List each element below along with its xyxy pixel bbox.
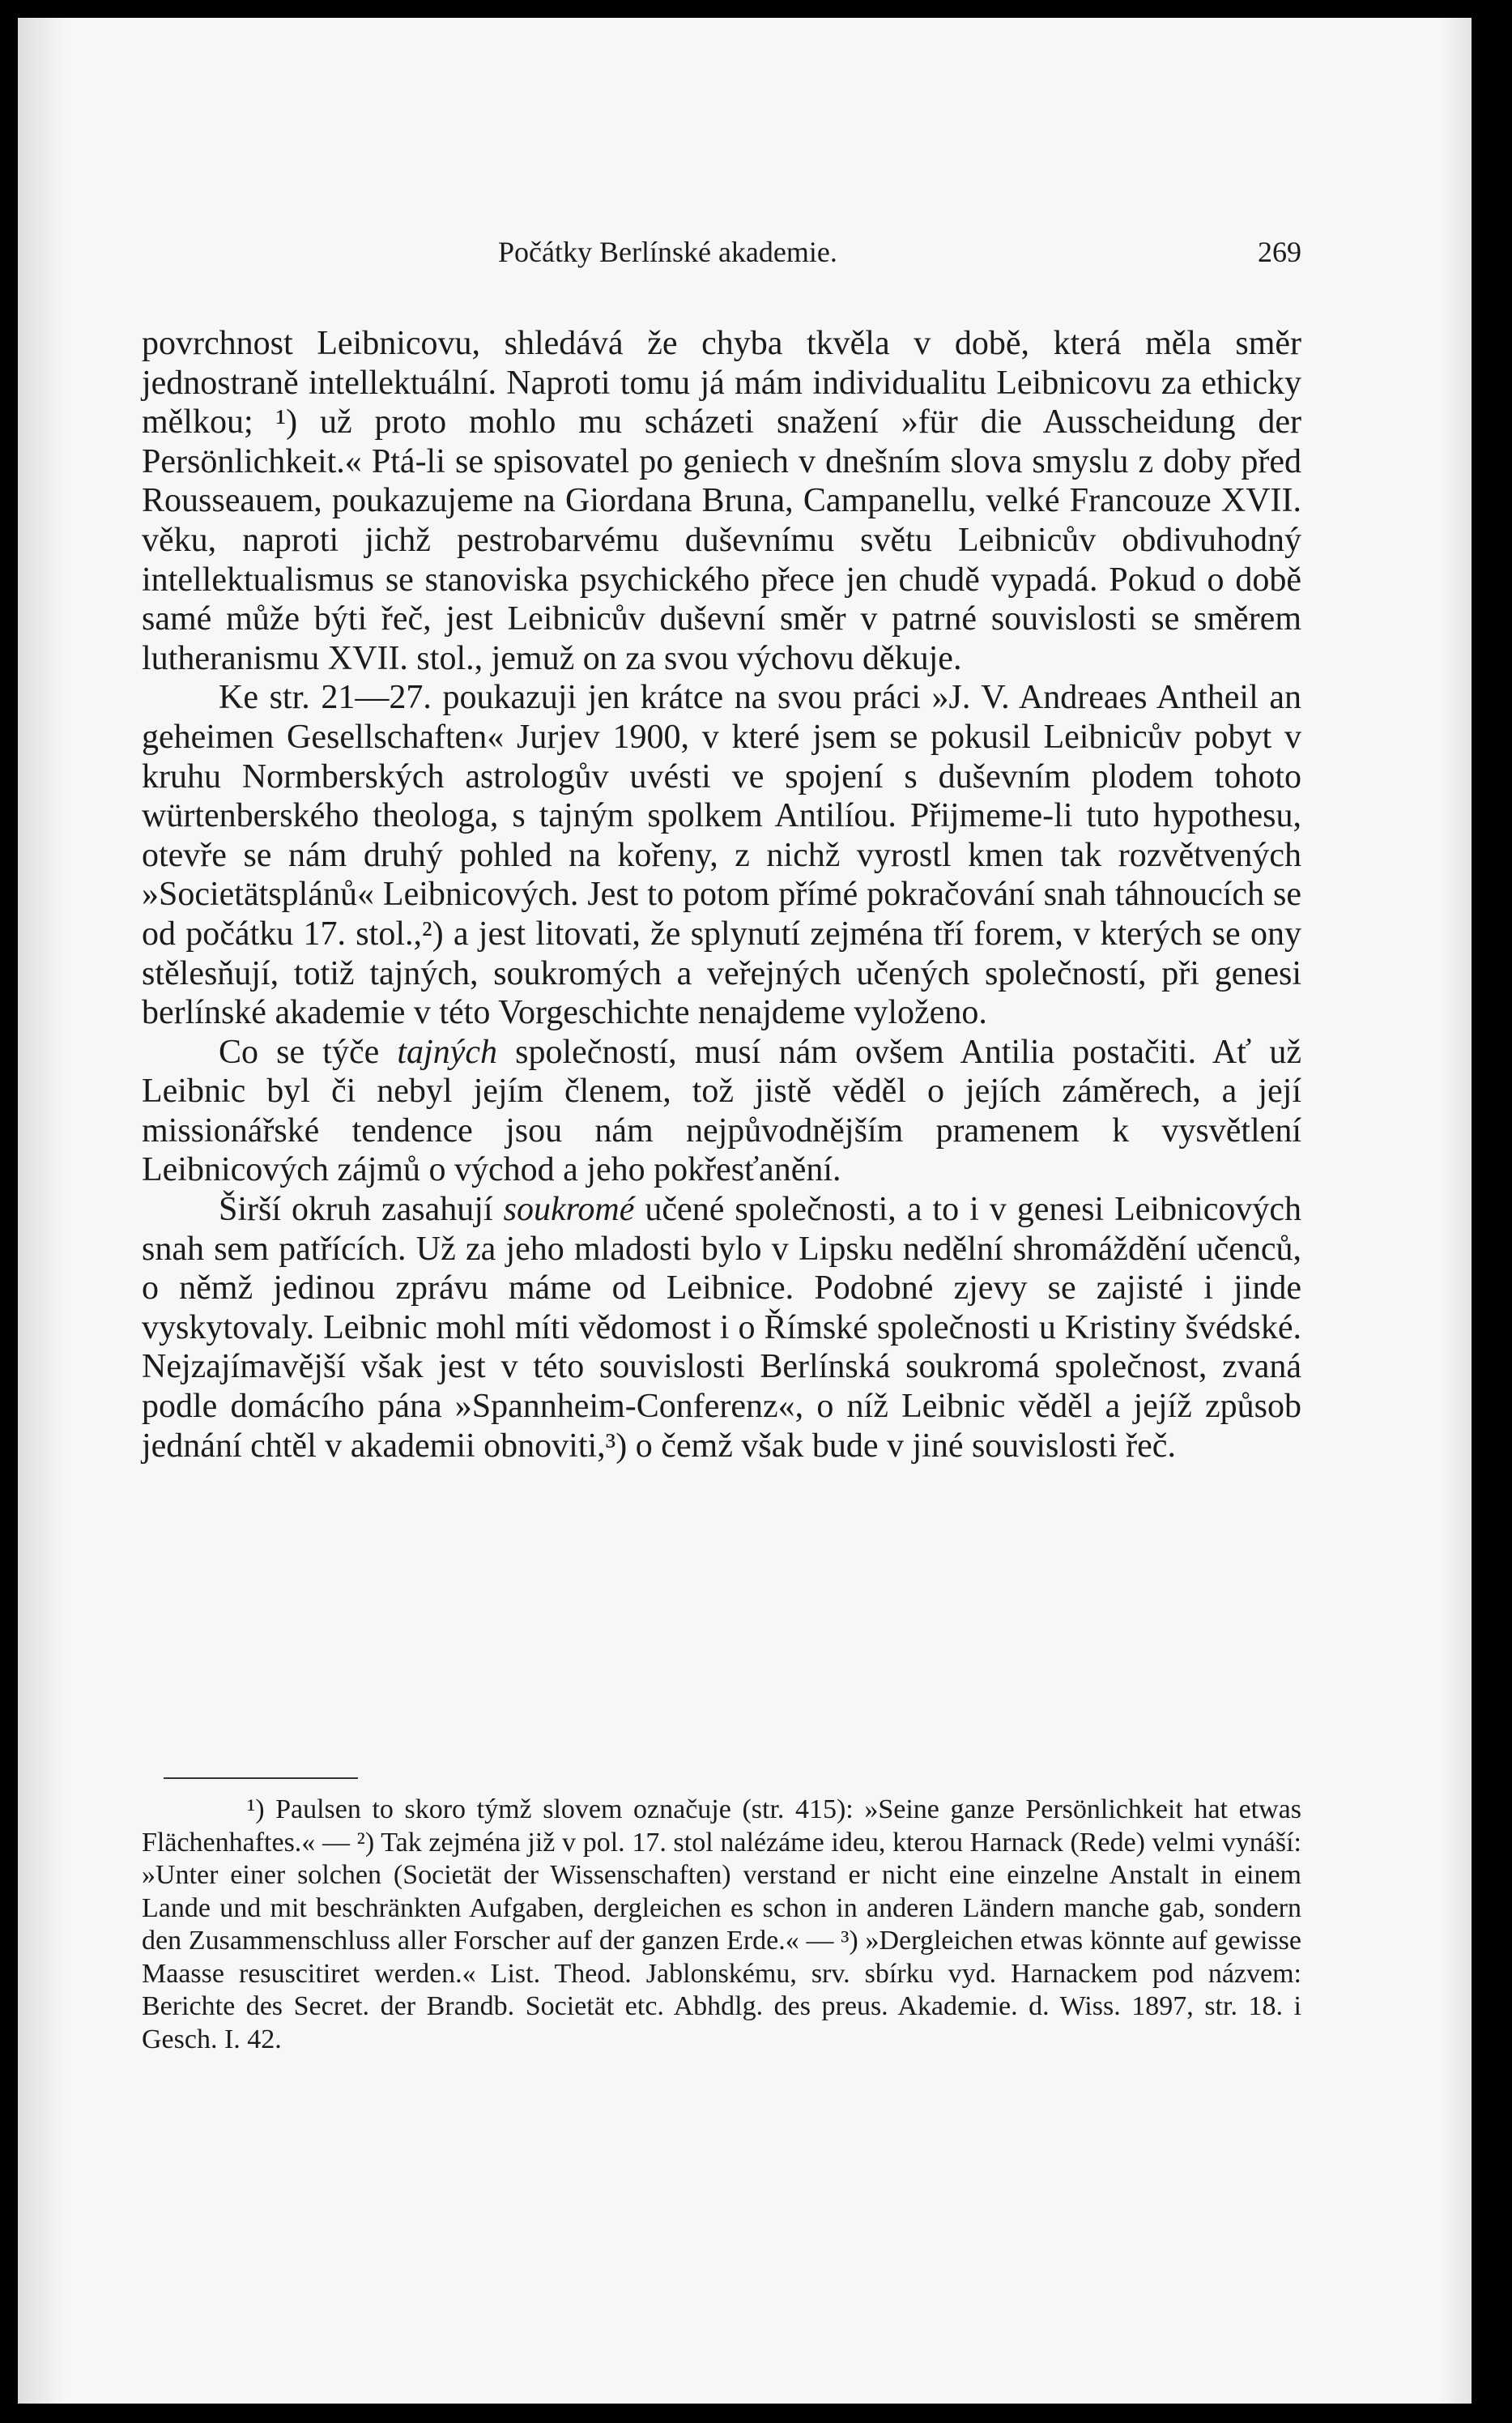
- paragraph-2: Ke str. 21—27. poukazuji jen krátce na svou práci »J. V. Andreaes Antheil an geheimen Gesellschaften« Jurjev 1900, v které jsem se pokusil Leibnicův pobyt v kruhu Normberských astrologův uvésti ve spojení s duševním plodem tohoto würtenberského theologa, s tajným spolkem Antilíou. Přijmeme-li tuto hypothesu, otevře se nám druhý pohled na kořeny, z nichž vyrostl kmen tak rozvětvených »Societätsplánů« Leibnicových. Jest to potom přímé pokračování snah táhnoucích se od počátku 17. stol.,²) a jest litovati, že splynutí zejména tří forem, v kterých se ony stělesňují, totiž tajných, soukromých a veřejných učených společností, při genesi berlínské akademie v této Vorgeschichte nenajdeme vyloženo.: [142, 679, 1301, 1032]
- paragraph-4-rest: učené společnosti, a to i v genesi Leibnicových snah sem patřících. Už za jeho mladosti bylo v Lipsku nedělní shromáždění učenců, o němž jedinou zprávu máme od Leibnice. Podobné zjevy se zajisté i jinde vyskytovaly. Leibnic mohl míti vědomost i o Římské společnosti u Kristiny švédské. Nejzajímavější však jest v této souvislosti Berlínská soukromá společnost, zvaná podle domácího pána »Spannheim-Conferenz«, o níž Leibnic věděl a jejíž způsob jednání chtěl v akademii obnoviti,³) o čemž však bude v jiné souvislosti řeč.: [142, 1191, 1302, 1465]
- emphasis-soukrome: soukromé: [503, 1191, 635, 1229]
- footnote-text: ¹) Paulsen to skoro týmž slovem označuje (str. 415): »Seine ganze Persönlichkeit hat etwas Flächenhaftes.« — ²) Tak zejména již v pol. 17. stol nalézáme ideu, kterou Harnack (Rede) velmi vynáší: »Unter einer solchen (Societät der Wissenschaften) verstand er nicht eine einzelne Anstalt in einem Lande und mit beschränkten Aufgaben, dergleichen es schon in anderen Ländern manche gab, sondern den Zusammenschluss aller Forscher auf der ganzen Erde.« — ³) »Dergleichen etwas könnte auf gewisse Maasse resuscitiret werden.« List. Theod. Jablonskému, srv. sbírku vyd. Harnackem pod názvem: Berichte des Secret. der Brandb. Societät etc. Abhdlg. des preus. Akademie. d. Wiss. 1897, str. 18. i Gesch. I. 42.: [142, 1794, 1301, 2054]
- paragraph-1: povrchnost Leibnicovu, shledává že chyba tkvěla v době, která měla směr jednostraně intellektuální. Naproti tomu já mám individualitu Leibnicovu za ethicky mělkou; ¹) už proto mohlo mu scházeti snažení »für die Ausscheidung der Persönlichkeit.« Ptá-li se spisovatel po geniech v dnešním slova smyslu z doby před Rousseauem, poukazujeme na Giordana Bruna, Campanellu, velké Francouze XVII. věku, naproti jichž pestrobarvému duševnímu světu Leibnicův obdivuhodný intellektualismus se stanoviska psychického přece jen chudě vypadá. Pokud o době samé může býti řeč, jest Leibnicův duševní směr v patrné souvislosti se směrem lutheranismu XVII. stol., jemuž on za svou výchovu děkuje.: [142, 325, 1301, 677]
- paragraph-4: [142, 1190, 1301, 1465]
- emphasis-tajnych: tajných: [397, 1033, 497, 1071]
- paragraph-3: [142, 1033, 1301, 1190]
- paragraph-4-start: Širší okruh zasahují: [219, 1191, 493, 1229]
- scan-shadow-left: [18, 18, 66, 2404]
- paragraph-3-start: Co se týče: [219, 1033, 380, 1071]
- running-title: Počátky Berlínské akademie.: [498, 236, 837, 268]
- book-page: [18, 18, 1472, 2404]
- paragraph-3-rest: společností, musí nám ovšem Antilia postačiti. Ať už Leibnic byl či nebyl jejím členem, tož jistě věděl o jejích záměrech, a její missionářské tendence jsou nám nejpůvodnějším pramenem k vysvětlení Leibnicových zájmů o východ a jeho pokřesťanění.: [142, 1033, 1301, 1189]
- footnotes: [142, 1794, 1301, 2056]
- page-number: 269: [1258, 236, 1301, 268]
- footnote-divider: [164, 1777, 358, 1779]
- scan-shadow-right: [1439, 18, 1472, 2404]
- main-text: [142, 324, 1301, 1465]
- running-head: [142, 235, 1301, 275]
